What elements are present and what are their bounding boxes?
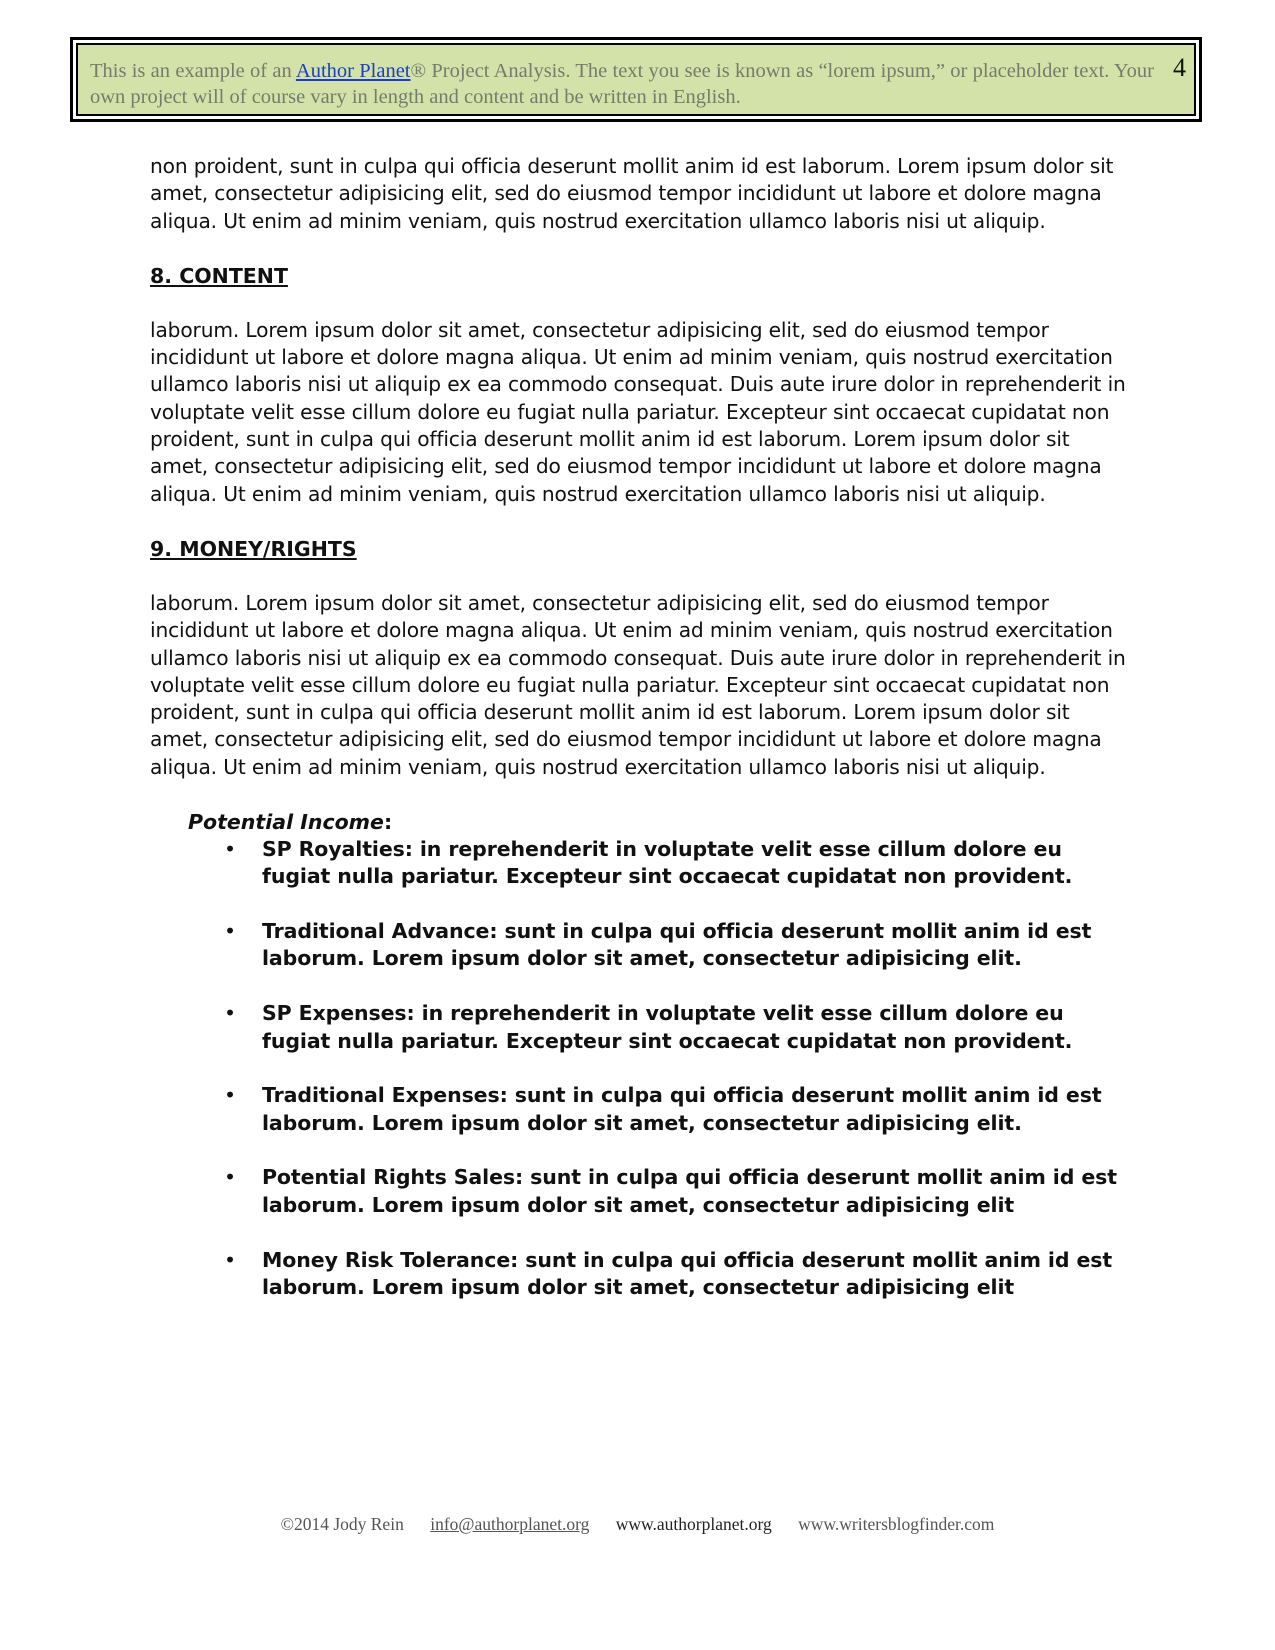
section-heading-money-rights: 9. MONEY/RIGHTS [150, 536, 357, 561]
list-item [150, 1000, 1130, 1055]
bullet-icon: • [224, 837, 236, 862]
section-heading-content: 8. CONTENT [150, 263, 288, 288]
potential-income-label: Potential Income [188, 810, 384, 835]
list-item [150, 1164, 1130, 1219]
list-item [150, 1082, 1130, 1137]
potential-income-title [188, 809, 1130, 836]
list-item [150, 836, 1130, 891]
potential-income-colon: : [383, 810, 393, 835]
bullet-icon: • [224, 919, 236, 944]
bullet-icon: • [224, 1165, 236, 1190]
list-item [150, 918, 1130, 973]
list-item-text: Traditional Expenses: sunt in culpa qui officia deserunt mollit anim id est laborum. Lorem ipsum dolor sit amet, consectetur adipisicing elit. [262, 1083, 1102, 1135]
notice-text [90, 58, 1154, 110]
footer-site-link[interactable]: www.authorplanet.org [615, 1514, 772, 1534]
list-item-text: SP Royalties: in reprehenderit in voluptate velit esse cillum dolore eu fugiat nulla pariatur. Excepteur sint occaecat cupidatat non provident. [262, 837, 1073, 889]
list-item-text: Traditional Advance: sunt in culpa qui officia deserunt mollit anim id est laborum. Lorem ipsum dolor sit amet, consectetur adipisicing elit. [262, 919, 1092, 971]
document-body [150, 153, 1130, 1329]
list-item-text: SP Expenses: in reprehenderit in voluptate velit esse cillum dolore eu fugiat nulla pariatur. Excepteur sint occaecat cupidatat non provident. [262, 1001, 1073, 1053]
bullet-icon: • [224, 1001, 236, 1026]
footer-email-link[interactable]: info@authorplanet.org [430, 1514, 590, 1534]
notice-box [70, 37, 1202, 122]
section-body-content: laborum. Lorem ipsum dolor sit amet, consectetur adipisicing elit, sed do eiusmod tempor incididunt ut labore et dolore magna aliqua. Ut enim ad minim veniam, quis nostrud exercitation ullamco laboris nisi ut aliquip ex ea commodo consequat. Duis aute irure dolor in reprehenderit in voluptate velit esse cillum dolore eu fugiat nulla pariatur. Excepteur sint occaecat cupidatat non proident, sunt in culpa qui officia deserunt mollit anim id est laborum. Lorem ipsum dolor sit amet, consectetur adipisicing elit, sed do eiusmod tempor incididunt ut labore et dolore magna aliqua. Ut enim ad minim veniam, quis nostrud exercitation ullamco laboris nisi ut aliquip. [150, 317, 1126, 506]
list-item-text: Money Risk Tolerance: sunt in culpa qui officia deserunt mollit anim id est laborum. Lorem ipsum dolor sit amet, consectetur adipisicing elit [262, 1247, 1113, 1299]
intro-paragraph: non proident, sunt in culpa qui officia deserunt mollit anim id est laborum. Lorem ipsum dolor sit amet, consectetur adipisicing elit, sed do eiusmod tempor incididunt ut labore et dolore magna aliqua. Ut enim ad minim veniam, quis nostrud exercitation ullamco laboris nisi ut aliquip. [150, 154, 1114, 233]
bullet-icon: • [224, 1247, 236, 1272]
footer-blog-link[interactable]: www.writersblogfinder.com [798, 1514, 995, 1534]
page-footer [0, 1514, 1275, 1535]
notice-text-before: This is an example of an [90, 60, 296, 82]
footer-copyright: ©2014 Jody Rein [280, 1514, 404, 1534]
list-item [150, 1247, 1130, 1302]
list-item-text: Potential Rights Sales: sunt in culpa qui officia deserunt mollit anim id est laborum. Lorem ipsum dolor sit amet, consectetur adipisicing elit [262, 1165, 1117, 1217]
page-number: 4 [1173, 53, 1186, 82]
potential-income-list [150, 836, 1130, 1301]
author-planet-link[interactable]: Author Planet [295, 60, 411, 82]
bullet-icon: • [224, 1083, 236, 1108]
notice-text-after: ® Project Analysis. The text you see is known as “lorem ipsum,” or placeholder text. Your own project will of course vary in length and content and be written in English. [90, 60, 1154, 108]
notice-inner [76, 43, 1196, 116]
section-body-money-rights: laborum. Lorem ipsum dolor sit amet, consectetur adipisicing elit, sed do eiusmod tempor incididunt ut labore et dolore magna aliqua. Ut enim ad minim veniam, quis nostrud exercitation ullamco laboris nisi ut aliquip ex ea commodo consequat. Duis aute irure dolor in reprehenderit in voluptate velit esse cillum dolore eu fugiat nulla pariatur. Excepteur sint occaecat cupidatat non proident, sunt in culpa qui officia deserunt mollit anim id est laborum. Lorem ipsum dolor sit amet, consectetur adipisicing elit, sed do eiusmod tempor incididunt ut labore et dolore magna aliqua. Ut enim ad minim veniam, quis nostrud exercitation ullamco laboris nisi ut aliquip. [150, 590, 1126, 779]
